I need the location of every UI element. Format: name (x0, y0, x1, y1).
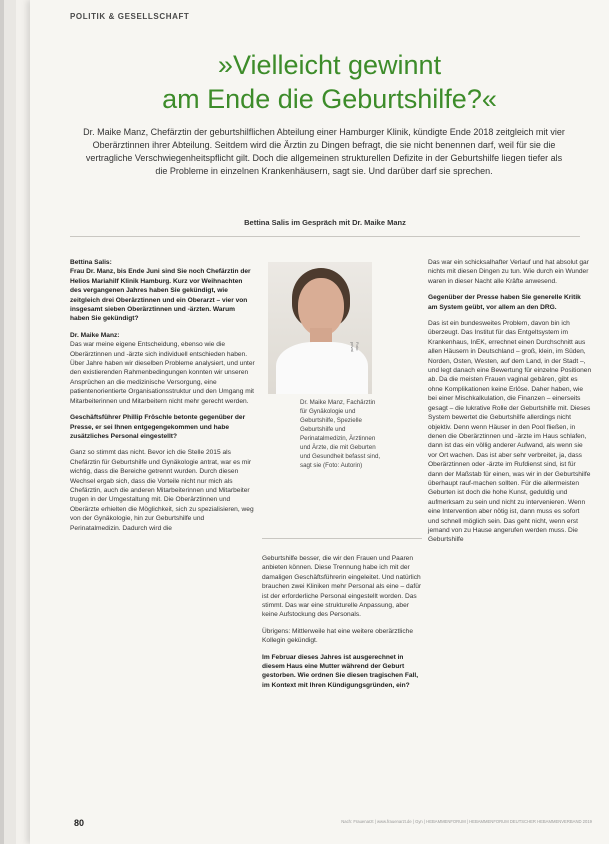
article-column-1 (70, 258, 255, 540)
portrait-photo (268, 262, 372, 394)
speaker-label: Bettina Salis: (70, 259, 112, 266)
page-number: 80 (74, 818, 85, 828)
section-label: POLITIK & GESELLSCHAFT (70, 12, 190, 21)
article-column-2 (262, 554, 424, 697)
page-footer: Nach: Frauenarzt | www.frauenarzt.de | Gyn | HEBAMMENFORUM | HEBAMMENFORUM DEUTSCHER HEBAMMENVERBAND 2019 (341, 819, 592, 824)
interview-answer: Ganz so stimmt das nicht. Bevor ich die Stelle 2015 als Chefärztin für Geburtshilfe und Gynäkologie antrat, war es mir wichtig, dass die Bereiche getrennt wurden. Durch diesen Wechsel ergab sich, dass die Vorteile nicht nur mich als Chefärztin, auch die anderen Mitarbeiterinnen und Mitarbeiter trugen in der Umgestaltung mit. Die Oberärztinnen und Oberärzte erhielten die Möglichkeit, sich zu spezialisieren, weg von der Gynäkologie, hin zur Geburtshilfe und Perinatalmedizin. Dadurch wird die (70, 449, 254, 532)
photo-credit: Foto: privat (350, 342, 360, 352)
speaker-label: Dr. Maike Manz: (70, 331, 120, 339)
lead-paragraph: Dr. Maike Manz, Chefärztin der geburtshilflichen Abteilung einer Hamburger Klinik, kündigte Ende 2018 zeitgleich mit vier Oberärztinnen ihrer Abteilung. Seitdem wird die Ärztin zu Dingen befragt, die sie nicht benennen darf, weil für sie die vertragliche Verschwiegenheitspflicht gilt. Doch die allgemeinen strukturellen Defizite in der Geburtshilfe liegen tiefer als die Probleme in einzelnen Krankenhäusern, sagt sie. Und darüber darf sie sprechen. (83, 127, 565, 176)
interview-answer: Das war meine eigene Entscheidung, ebenso wie die Oberärztinnen und -ärzte sich individuell entschieden haben. Über Jahre haben wir dieselben Probleme analysiert, und unter den existierenden Rahmenbedingungen konnten wir unseren Ansprüchen an die medizinische Versorgung, eine patientenorientierte Organisationsstruktur und den Umgang mit Mitarbeiterinnen und Mitarbeitern nicht mehr gerecht werden. (70, 341, 255, 405)
column-divider (262, 538, 422, 539)
header-divider (70, 236, 580, 237)
interview-answer: Das ist ein bundesweites Problem, davon bin ich überzeugt. Das Institut für das Entgeltsystem im Krankenhaus, InEK, errechnet einen Durchschnitt aus allen Häusern in Deutschland – groß, klein, im Süden, Norden, Osten, Westen, auf dem Land, in der Stadt –, und legt danach eine Bewertung für einzelne Positionen ab. Da die meisten Frauen vaginal gebären, gibt es ohne Komplikationen keine Erlöse. Daher haben, wie bei einer Mischkalkulation, die Finanzen – einerseits gesagt – die lukrative Rolle der Geburtshilfe mit. Dieses System bewertet die Geburtshilfe allerdings nicht objektiv. Denn wenn Häuser in den Pool fließen, in denen die Oberärztinnen und -ärzte im Haus schlafen, dann ist das ein völlig anderer Aufwand, als wenn sie vor Ort wachen. Das ist aber sehr verbreitet, ja, dass Oberärztinnen oder -ärzte im Rufdienst sind, ist für dann der Maßstab für einen, was wir in der Geburtshilfe überhaupt rauf-machen sollten. Für die allermeisten Geburten ist doch die hohe Kunst, geduldig und aufmerksam zu sein und nicht zu intervenieren. Wenn eine Intervention aber nötig ist, dann muss es sofort und schnell möglich sein. Das geht nicht, wenn erst jemand von zu Hause angerufen werden muss. Die Geburtshilfe (428, 320, 592, 544)
photo-caption: Dr. Maike Manz, Fachärztin für Gynäkologie und Geburtshilfe, Spezielle Geburtshilfe und Perinatalmedizin, Ärztinnen und Ärzte, die mit Geburten und Gesundheit befasst sind, sagt sie (Foto: Autorin) (300, 399, 381, 469)
headline (50, 48, 609, 116)
interview-answer: Geburtshilfe besser, die wir den Frauen und Paaren anbieten können. Diese Trennung habe ich mit der damaligen Geschäftsführerin eingeleitet. Und natürlich brauchen zwei Kliniken mehr Personal als eine – dafür ist der erforderliche Personal eingestellt worden. Das stimmt. Das war eine strukturelle Anpassung, aber keine Aufstockung des Personals. (262, 555, 422, 619)
interview-question: Frau Dr. Manz, bis Ende Juni sind Sie noch Chefärztin der Helios Mariahilf Klinik Hamburg. Kurz vor Weihnachten des vergangenen Jahres haben Sie gekündigt, wie zeitgleich drei Oberärztinnen und ein Oberarzt – vier von insgesamt sieben Oberärztinnen und -ärzten. Warum haben Sie gekündigt? (70, 268, 251, 323)
headline-line-1: »Vielleicht gewinnt (217, 50, 442, 80)
interview-question: Im Februar dieses Jahres ist ausgerechnet in diesem Haus eine Mutter während der Geburt gestorben. Wie ordnen Sie diesen tragischen Fall, im Kontext mit Ihren Kündigungsgründen, ein? (262, 653, 419, 689)
interview-answer: Übrigens: Mittlerweile hat eine weitere oberärztliche Kollegin gekündigt. (262, 627, 413, 645)
magazine-page (30, 0, 609, 844)
article-column-3 (428, 258, 592, 552)
interview-question: Gegenüber der Presse haben Sie generelle Kritik am System geübt, vor allem an den DRG. (428, 294, 581, 311)
headline-line-2: am Ende die Geburtshilfe?« (162, 84, 497, 114)
interview-question: Geschäftsführer Phillip Fröschle betonte gegenüber der Presse, er sei Ihnen entgegengekommen und habe zusätzliches Personal eingestellt? (70, 414, 246, 440)
interview-answer: Das war ein schicksalhafter Verlauf und hat absolut gar nichts mit diesen Dingen zu tun. Wie durch ein Wunder waren in dieser Nacht alle Kräfte anwesend. (428, 259, 589, 285)
byline: Bettina Salis im Gespräch mit Dr. Maike Manz (244, 218, 406, 227)
